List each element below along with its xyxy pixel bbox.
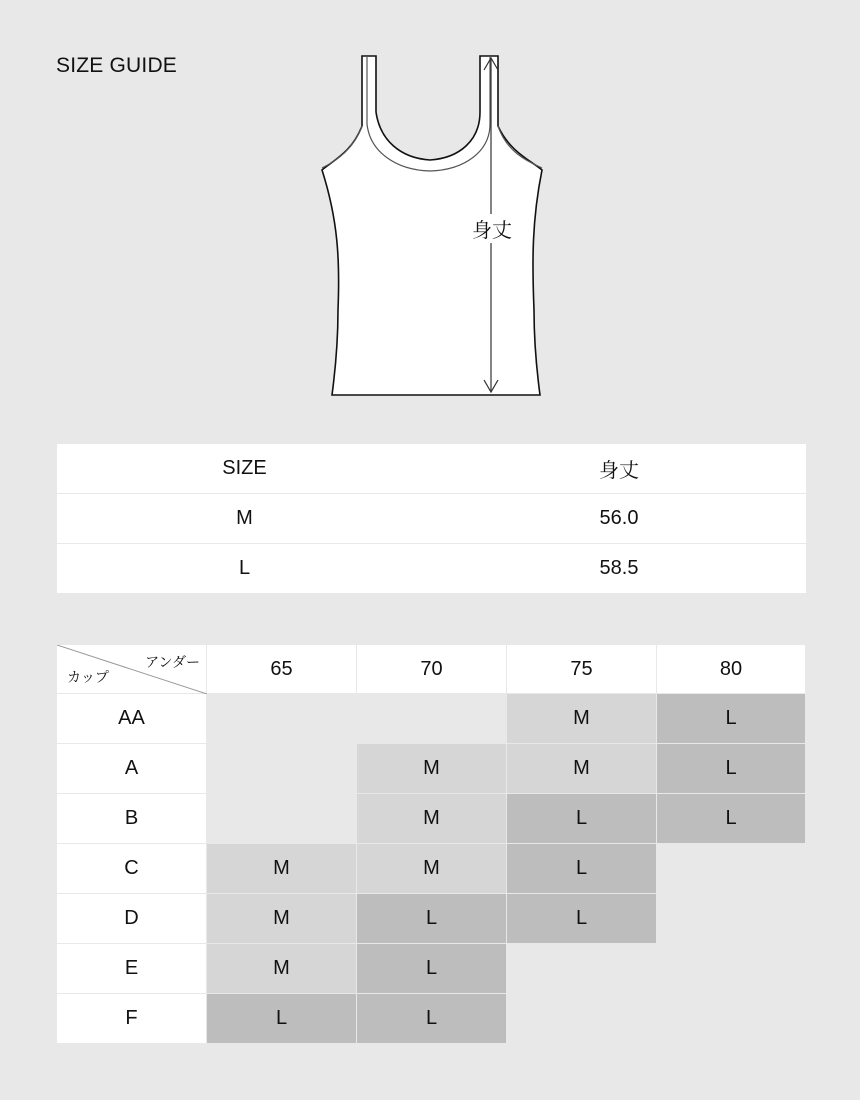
under-header: 75	[507, 645, 657, 694]
fit-cell: M	[207, 844, 357, 894]
fit-cell	[657, 894, 806, 944]
cup-size-label: C	[57, 844, 207, 894]
fit-cell: L	[357, 944, 507, 994]
fit-cell: L	[507, 894, 657, 944]
length-cell: 56.0	[599, 507, 639, 529]
bra-fit-chart	[57, 645, 806, 1044]
fit-cell	[207, 744, 357, 794]
fit-cell: M	[357, 844, 507, 894]
cup-size-label: F	[57, 994, 207, 1044]
fit-cell	[207, 694, 357, 744]
length-cell: 58.5	[599, 557, 639, 579]
fit-cell	[657, 844, 806, 894]
fit-cell: L	[357, 994, 507, 1044]
fit-cell	[507, 994, 657, 1044]
fit-cell	[207, 794, 357, 844]
fit-cell	[657, 944, 806, 994]
fit-cell: L	[657, 794, 806, 844]
fit-cell: M	[207, 894, 357, 944]
under-header: 80	[657, 645, 806, 694]
size-table	[57, 444, 806, 594]
header-length: 身丈	[599, 460, 639, 482]
measurement-label: 身丈	[470, 214, 514, 243]
page-title: SIZE GUIDE	[56, 54, 178, 77]
header-size: SIZE	[222, 457, 267, 479]
size-cell: M	[236, 507, 253, 529]
cup-label: カップ	[67, 669, 109, 685]
chart-corner	[57, 645, 207, 694]
fit-cell: L	[207, 994, 357, 1044]
fit-cell	[507, 944, 657, 994]
size-cell: L	[238, 557, 251, 579]
fit-cell: L	[657, 744, 806, 794]
table-row	[57, 494, 806, 543]
cup-size-label: E	[57, 944, 207, 994]
cup-size-label: D	[57, 894, 207, 944]
under-header: 70	[357, 645, 507, 694]
fit-cell: L	[507, 844, 657, 894]
table-row	[57, 544, 806, 593]
tank-top-illustration	[300, 40, 560, 420]
fit-cell: L	[507, 794, 657, 844]
fit-cell: L	[657, 694, 806, 744]
cup-size-label: A	[57, 744, 207, 794]
fit-cell: L	[357, 894, 507, 944]
under-label: アンダー	[145, 654, 200, 670]
fit-cell	[357, 694, 507, 744]
cup-size-label: B	[57, 794, 207, 844]
fit-cell: M	[507, 694, 657, 744]
size-table-header	[57, 444, 806, 493]
fit-cell: M	[357, 794, 507, 844]
fit-cell: M	[507, 744, 657, 794]
fit-cell	[657, 994, 806, 1044]
cup-size-label: AA	[57, 694, 207, 744]
fit-cell: M	[357, 744, 507, 794]
fit-cell: M	[207, 944, 357, 994]
under-header: 65	[207, 645, 357, 694]
